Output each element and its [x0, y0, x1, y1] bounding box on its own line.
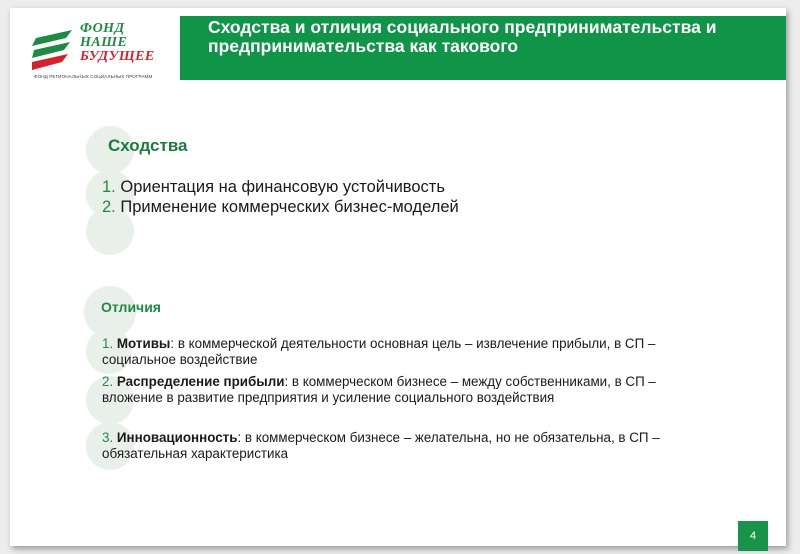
fund-logo [32, 22, 182, 84]
logo-subtitle: ФОНД РЕГИОНАЛЬНЫХ СОЦИАЛЬНЫХ ПРОГРАММ [34, 74, 153, 79]
slide-title: Сходства и отличия социального предпринимательства и предпринимательства как такового [208, 17, 717, 56]
item-number: 2. [102, 198, 116, 216]
slide [10, 8, 786, 546]
item-term: Инновационность [116, 430, 238, 445]
similarity-item [102, 198, 482, 217]
differences-title: Отличия [101, 299, 161, 315]
item-text: : в коммерческом бизнесе – между собственниками, в СП – вложение в развитие предприятия и усиление социального воздействия [102, 374, 656, 405]
item-term: Мотивы [116, 336, 171, 351]
similarities-title: Сходства [108, 136, 188, 155]
item-number: 1. [102, 336, 114, 351]
item-number: 1. [102, 178, 116, 196]
item-text: : в коммерческом бизнесе – желательна, но не обязательна, в СП – обязательная характеристика [102, 430, 660, 461]
logo-line-3: БУДУЩЕЕ [80, 49, 155, 64]
page-number: 4 [738, 521, 768, 551]
item-text: Ориентация на финансовую устойчивость [120, 178, 445, 196]
logo-line-1: ФОНД [80, 21, 125, 36]
difference-item [102, 430, 662, 461]
title-bar [180, 16, 786, 80]
item-text: : в коммерческой деятельности основная цель – извлечение прибыли, в СП – социальное воздействие [102, 336, 656, 367]
item-number: 3. [102, 430, 114, 445]
item-number: 2. [102, 374, 114, 389]
item-text: Применение коммерческих бизнес-моделей [120, 198, 459, 216]
logo-line-2: НАШЕ [80, 35, 128, 50]
logo-stripes-icon [32, 28, 78, 74]
difference-item [102, 374, 662, 405]
similarity-item [102, 178, 445, 197]
difference-item [102, 336, 662, 367]
item-term: Распределение прибыли [116, 374, 285, 389]
